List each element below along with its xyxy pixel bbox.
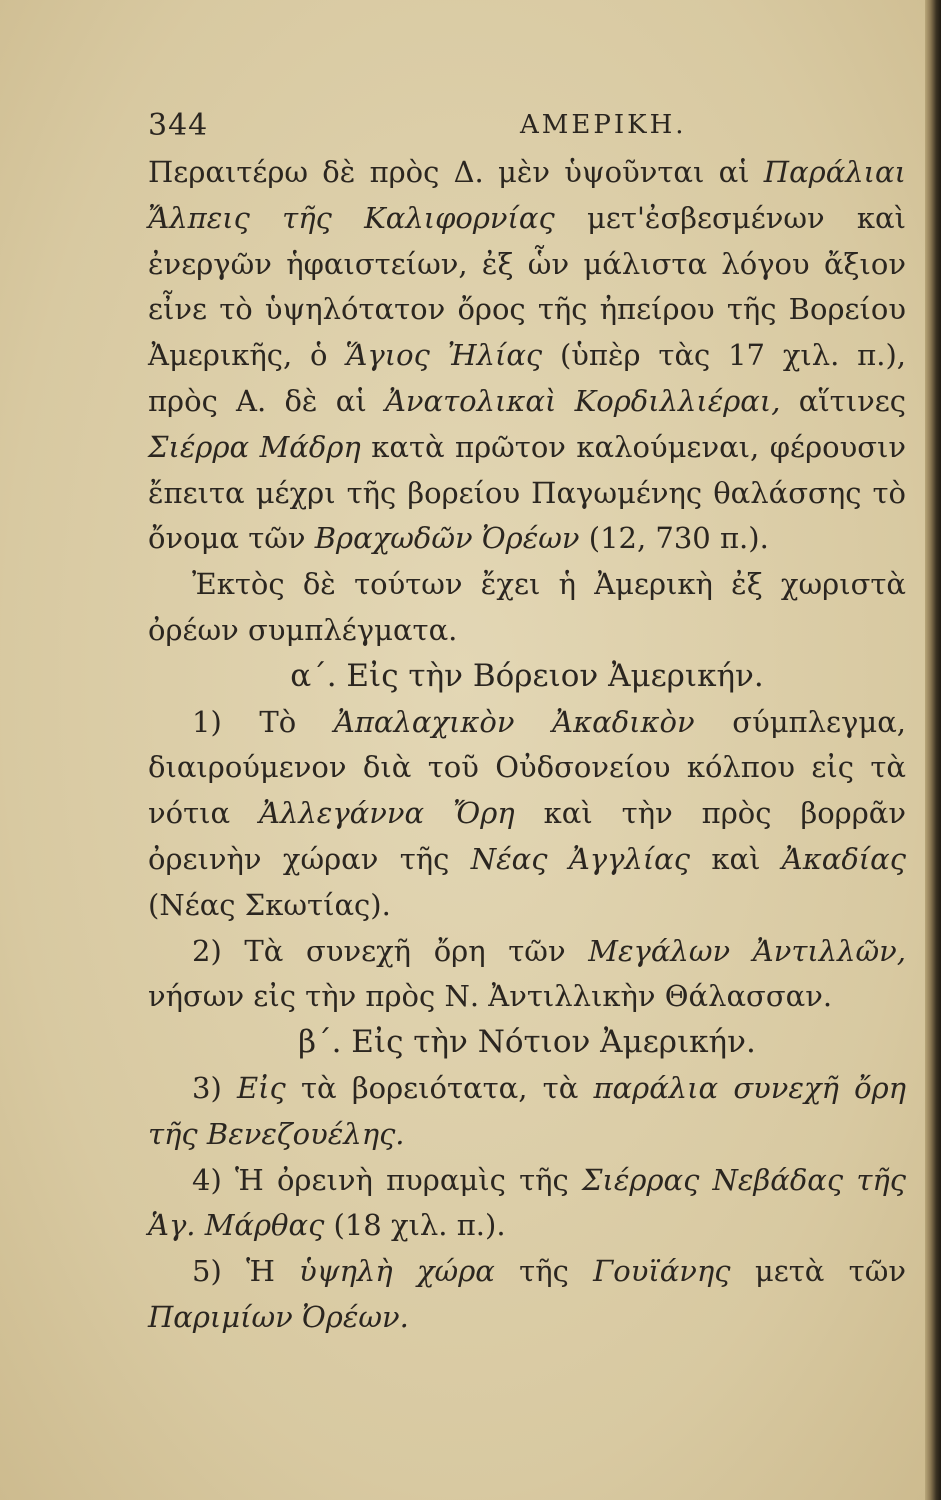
italic-term: Ἀλλεγάννα Ὄρη — [259, 796, 515, 831]
text-span: (12, 730 π.). — [579, 521, 769, 556]
list-item-3 — [148, 1066, 906, 1158]
text-span: 3) — [192, 1070, 237, 1105]
text-span: κατὰ πρῶτον καλούμεναι, φέρουσιν ἔπειτα μέχρι τῆς βορείου Παγωμένης θαλάσσης τὸ ὄνομα τῶν — [148, 429, 907, 556]
section-heading-north-america: α΄. Εἰς τὴν Βόρειον Ἀμερικήν. — [290, 657, 764, 694]
text-span: καὶ τὴν πρὸς βορρᾶν ὀρεινὴν χώραν τῆς — [148, 796, 906, 876]
italic-term: ὑψηλὴ χώρα — [299, 1254, 495, 1289]
list-item-1 — [148, 700, 906, 929]
italic-term: Ἀπαλαχικὸν Ἀκαδικὸν — [333, 704, 695, 739]
italic-term: Παριμίων Ὀρέων. — [148, 1299, 409, 1334]
text-span: τὰ βορειότατα, τὰ — [285, 1070, 594, 1105]
list-item-4 — [148, 1158, 906, 1250]
italic-term: παράλια συνεχῆ ὄρη τῆς Βενεζουέλης. — [148, 1070, 906, 1151]
text-span: σύμπλεγμα, διαιρούμενον διὰ τοῦ Οὐδσονείου κόλπου εἰς τὰ νότια — [148, 704, 906, 831]
text-span: 1) Τὸ — [192, 704, 334, 739]
paragraph-mountains-west-east — [148, 150, 906, 562]
page-edge-shadow — [925, 0, 941, 1500]
list-item-5 — [148, 1249, 906, 1341]
italic-term: Γουϊάνης — [593, 1254, 731, 1289]
text-span: καὶ — [690, 841, 782, 876]
italic-term: Παράλιαι Ἄλπεις τῆς Καλιφορνίας — [148, 155, 906, 235]
text-span: Περαιτέρω δὲ πρὸς Δ. μὲν ὑψοῦνται αἱ — [148, 155, 764, 189]
italic-term: Βραχωδῶν Ὀρέων — [314, 521, 580, 556]
section-heading-south-america: β΄. Εἰς τὴν Νότιον Ἀμερικήν. — [298, 1024, 756, 1061]
italic-term: Νέας Ἀγγλίας — [470, 841, 691, 876]
text-span: (Νέας Σκωτίας). — [148, 887, 391, 922]
page-header — [148, 108, 908, 152]
text-span: (ὑπὲρ τὰς 17 χιλ. π.), πρὸς Α. δὲ αἱ — [148, 338, 906, 418]
italic-term: Μεγάλων Ἀντιλλῶν, — [588, 933, 907, 968]
italic-term: Εἰς — [236, 1070, 286, 1105]
text-span: 2) Τὰ συνεχῆ ὄρη τῶν — [192, 933, 589, 968]
text-span: μετὰ τῶν — [730, 1254, 906, 1289]
text-span: νήσων εἰς τὴν πρὸς Ν. Ἀντιλλικὴν Θάλασσαν. — [148, 979, 833, 1014]
paragraph-mountain-groups: Ἐκτὸς δὲ τούτων ἔχει ἡ Ἀμερικὴ ἐξ χωριστὰ ὀρέων συμπλέγματα. — [148, 567, 906, 647]
text-span: τῆς — [494, 1254, 594, 1289]
page-number: 344 — [148, 108, 209, 143]
text-span: αἵτινες — [780, 383, 906, 418]
italic-term: Σιέρρας Νεβάδας τῆς Ἁγ. Μάρθας — [148, 1162, 906, 1243]
italic-term: Σιέρρα Μάδρη — [148, 429, 361, 464]
page-body — [148, 150, 906, 1341]
text-span: 4) Ἡ ὀρεινὴ πυραμὶς τῆς — [192, 1162, 582, 1197]
text-span: (18 χιλ. π.). — [324, 1208, 506, 1243]
list-item-2 — [148, 929, 906, 1021]
running-head: ΑΜΕΡΙΚΗ. — [520, 110, 687, 140]
text-span: μετ'ἐσβεσμένων καὶ ἐνεργῶν ἡφαιστείων, ἐξ ὧν μάλιστα λόγου ἄξιον εἶνε τὸ ὑψηλότατον ὄρος τῆς ἠπείρου τῆς Βορείου Ἀμερικῆς, ὁ — [148, 200, 906, 373]
italic-term: Ἀνατολικαὶ Κορδιλλιέραι, — [384, 383, 781, 418]
text-span: 5) Ἡ — [192, 1254, 300, 1289]
italic-term: Ἅγιος Ἠλίας — [345, 338, 543, 373]
italic-term: Ἀκαδίας — [781, 841, 906, 876]
